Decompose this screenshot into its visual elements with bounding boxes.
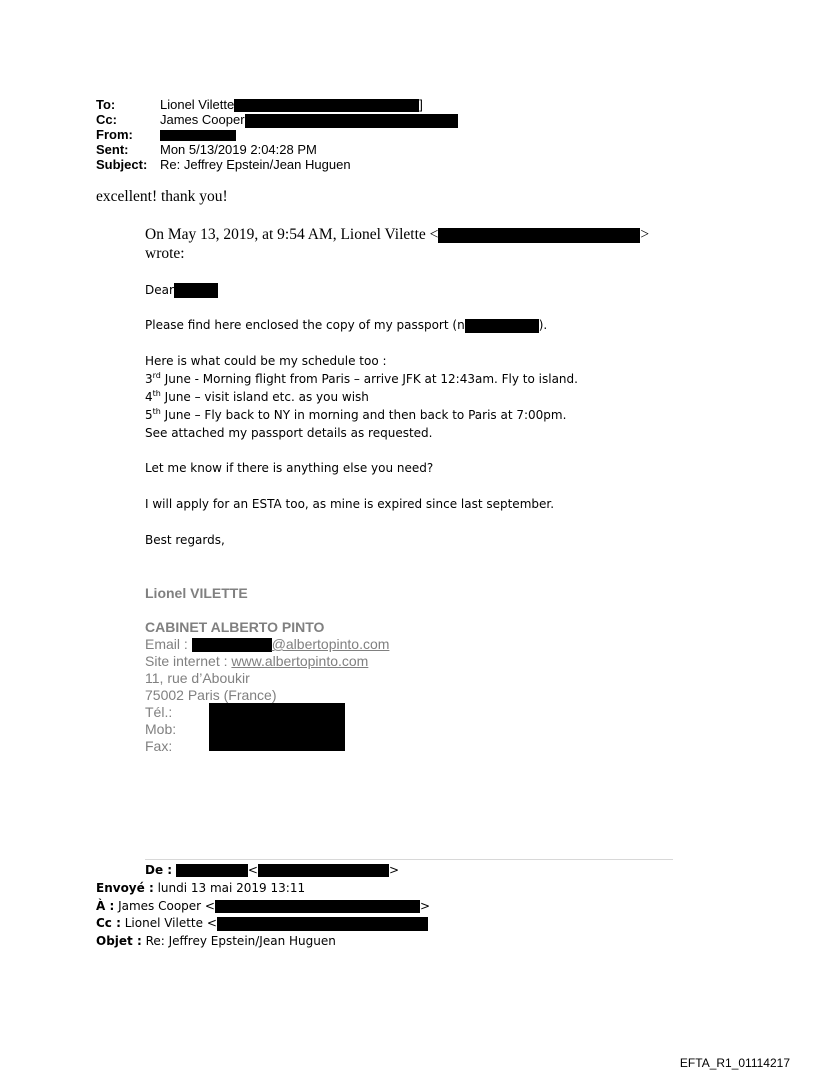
- fwd-objet-label: Objet :: [96, 934, 142, 948]
- reply-text: excellent! thank you!: [96, 188, 228, 205]
- esta-line: I will apply for an ESTA too, as mine is expired since last september.: [145, 497, 555, 511]
- fwd-objet: [96, 934, 336, 948]
- day1-sup: rd: [152, 371, 161, 380]
- to-tail: ]: [419, 97, 423, 112]
- sent-label: Sent:: [96, 142, 129, 157]
- fwd-a-value: James Cooper <: [114, 899, 215, 913]
- redaction: [217, 917, 428, 931]
- schedule-intro: Here is what could be my schedule too :: [145, 354, 387, 368]
- fwd-envoye-value: lundi 13 mai 2019 13:11: [153, 881, 306, 895]
- signature-company: CABINET ALBERTO PINTO: [145, 619, 325, 635]
- day1-num: 3: [145, 372, 153, 386]
- redaction: [174, 283, 218, 298]
- document-id: EFTA_R1_01114217: [679, 1056, 790, 1070]
- redaction: [234, 99, 419, 112]
- fwd-cc: [96, 916, 428, 931]
- redaction: [215, 900, 420, 913]
- subject-label: Subject:: [96, 157, 148, 172]
- fwd-a-tail: >: [419, 899, 431, 913]
- signature-mob-label: Mob:: [145, 721, 177, 737]
- site-link[interactable]: www.albertopinto.com: [231, 653, 369, 669]
- signature-city: 75002 Paris (France): [145, 687, 277, 703]
- divider: [145, 859, 673, 860]
- redaction: [438, 228, 640, 243]
- quoted-wrote: wrote:: [145, 245, 185, 262]
- redaction: [176, 864, 248, 877]
- signature-email: [145, 636, 389, 652]
- schedule-day2: [145, 390, 369, 404]
- fwd-de-label: De :: [145, 863, 173, 877]
- cc-label: Cc:: [96, 112, 117, 127]
- fwd-cc-label: Cc :: [96, 916, 121, 930]
- fwd-envoye: [96, 881, 305, 895]
- attached-line: See attached my passport details as requested.: [145, 426, 433, 440]
- fwd-de-mid: <: [247, 863, 258, 877]
- passport-tail: ).: [538, 318, 548, 332]
- let-me-know: Let me know if there is anything else you need?: [145, 461, 434, 475]
- redaction: [258, 864, 389, 877]
- to-label: To:: [96, 97, 116, 112]
- email-label: Email :: [145, 636, 188, 652]
- fwd-de-tail: >: [388, 863, 400, 877]
- fwd-cc-value: Lionel Vilette <: [120, 916, 217, 930]
- cc-name: James Cooper: [160, 112, 245, 127]
- quoted-intro-tail: >: [640, 226, 650, 243]
- cc-value: [160, 112, 458, 128]
- to-name: Lionel Vilette: [160, 97, 235, 112]
- signature-tel-label: Tél.:: [145, 704, 173, 720]
- passport-line: [145, 318, 547, 333]
- schedule-day1: [145, 372, 578, 386]
- passport-text: Please find here enclosed the copy of my passport (n: [145, 318, 465, 332]
- quoted-intro: [145, 226, 649, 244]
- redaction: [465, 319, 539, 333]
- subject-value: Re: Jeffrey Epstein/Jean Huguen: [160, 157, 351, 172]
- day2-num: 4: [145, 390, 153, 404]
- from-label: From:: [96, 127, 133, 142]
- day3-text: June – Fly back to NY in morning and then back to Paris at 7:00pm.: [160, 408, 567, 422]
- fwd-de: [145, 863, 399, 877]
- to-value: [160, 97, 423, 112]
- day3-num: 5: [145, 408, 153, 422]
- day2-text: June – visit island etc. as you wish: [160, 390, 369, 404]
- redaction: [160, 130, 236, 141]
- fwd-objet-value: Re: Jeffrey Epstein/Jean Huguen: [141, 934, 336, 948]
- fwd-a-label: À :: [96, 899, 115, 913]
- day3-sup: th: [152, 407, 161, 416]
- fwd-a: [96, 899, 430, 913]
- signature-site: [145, 653, 368, 669]
- schedule-day3: [145, 408, 566, 422]
- day2-sup: th: [152, 389, 161, 398]
- greeting: [145, 283, 218, 298]
- quoted-intro-text: On May 13, 2019, at 9:54 AM, Lionel Vilette <: [145, 226, 439, 243]
- greeting-text: Dear: [145, 283, 174, 297]
- sent-value: Mon 5/13/2019 2:04:28 PM: [160, 142, 317, 157]
- closing: Best regards,: [145, 533, 225, 547]
- site-label: Site internet :: [145, 653, 228, 669]
- day1-text: June - Morning flight from Paris – arrive JFK at 12:43am. Fly to island.: [160, 372, 578, 386]
- signature-name: Lionel VILETTE: [145, 585, 248, 601]
- signature-street: 11, rue d’Aboukir: [145, 670, 250, 686]
- email-link[interactable]: @albertopinto.com: [271, 636, 390, 652]
- redaction: [245, 114, 458, 128]
- from-value: [160, 127, 236, 142]
- redaction: [192, 638, 272, 652]
- redaction: [209, 703, 345, 751]
- signature-fax-label: Fax:: [145, 738, 173, 754]
- fwd-envoye-label: Envoyé :: [96, 881, 154, 895]
